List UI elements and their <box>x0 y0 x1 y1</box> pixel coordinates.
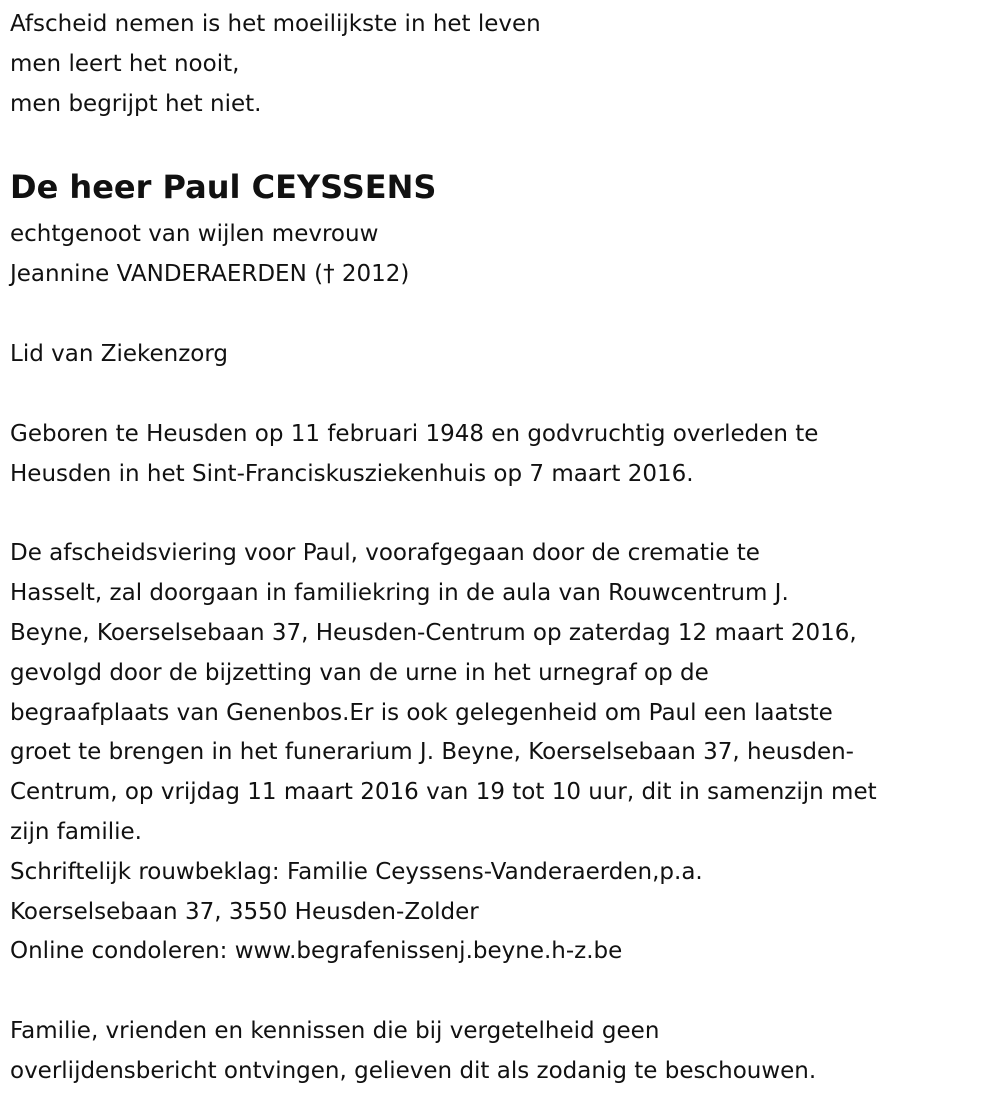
text-line: De afscheidsviering voor Paul, voorafgegaan door de crematie te <box>10 540 760 567</box>
closing-note <box>10 1012 1000 1092</box>
text-line: Familie, vrienden en kennissen die bij vergetelheid geen <box>10 1018 660 1045</box>
text-line: Geboren te Heusden op 11 februari 1948 en godvruchtig overleden te <box>10 420 819 447</box>
text-line: groet te brengen in het funerarium J. Beyne, Koerselsebaan 37, heusden- <box>10 739 854 766</box>
ceremony-info <box>10 534 1000 972</box>
deceased-name: De heer Paul CEYSSENS <box>10 168 437 207</box>
text-line: Afscheid nemen is het moeilijkste in het leven <box>10 11 541 37</box>
text-line: Beyne, Koerselsebaan 37, Heusden-Centrum op zaterdag 12 maart 2016, <box>10 619 857 646</box>
text-line[interactable]: Online condoleren: www.begrafenissenj.beyne.h-z.be <box>10 938 623 965</box>
text-line: Centrum, op vrijdag 11 maart 2016 van 19 tot 10 uur, dit in samenzijn met <box>10 779 877 806</box>
membership <box>10 335 1000 375</box>
text-line: Heusden in het Sint-Franciskusziekenhuis op 7 maart 2016. <box>10 460 694 487</box>
text-line: Koerselsebaan 37, 3550 Heusden-Zolder <box>10 898 479 925</box>
text-line: men begrijpt het niet. <box>10 90 262 117</box>
text-line: gevolgd door de bijzetting van de urne in het urnegraf op de <box>10 659 709 686</box>
spouse-info <box>10 215 1000 295</box>
text-line: echtgenoot van wijlen mevrouw <box>10 221 379 248</box>
text-line: Jeannine VANDERAERDEN († 2012) <box>10 261 410 288</box>
text-line: begraafplaats van Genenbos.Er is ook gelegenheid om Paul een laatste <box>10 699 833 726</box>
text-line: Lid van Ziekenzorg <box>10 340 229 367</box>
text-line: Hasselt, zal doorgaan in familiekring in de aula van Rouwcentrum J. <box>10 580 789 607</box>
text-line: men leert het nooit, <box>10 50 240 77</box>
poem <box>10 5 1000 124</box>
text-line: Schriftelijk rouwbeklag: Familie Ceyssens-Vanderaerden,p.a. <box>10 858 703 885</box>
text-line: zijn familie. <box>10 818 142 845</box>
birth-death-info <box>10 415 1000 495</box>
text-line: overlijdensbericht ontvingen, gelieven dit als zodanig te beschouwen. <box>10 1057 817 1084</box>
